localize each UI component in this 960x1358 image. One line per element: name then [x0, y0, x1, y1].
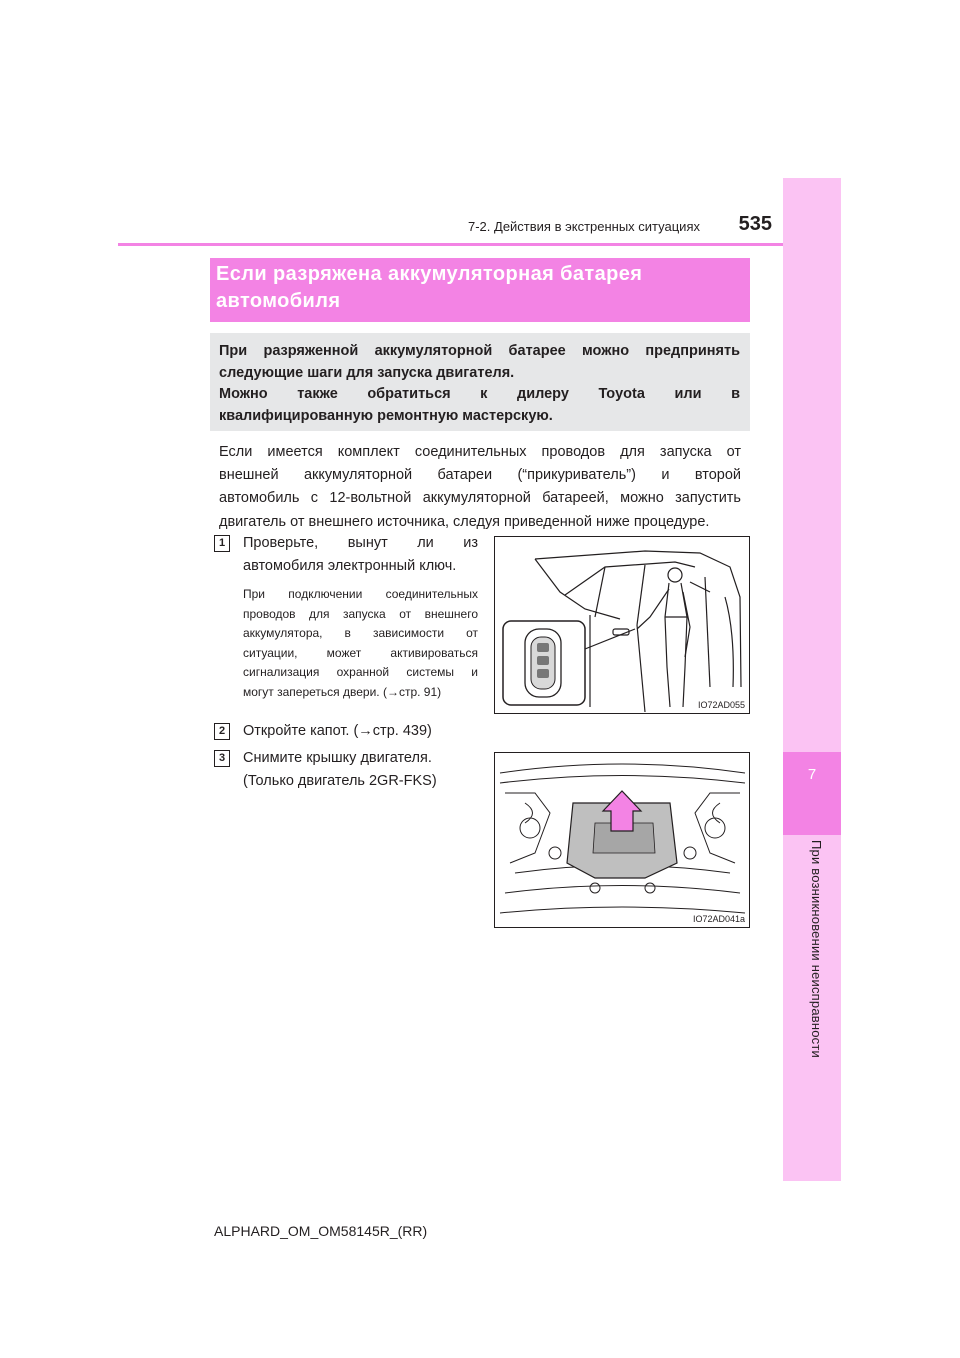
step-3-line: (Только двигатель 2GR-FKS) [243, 773, 437, 789]
car-door-illustration [495, 537, 749, 713]
step-1-note-line: аккумулятора, в зависимости от [243, 626, 478, 640]
step-1-note-line: сигнализация охранной системы и [243, 665, 478, 679]
intro-line: квалифицированную ремонтную мастерскую. [219, 407, 553, 424]
body-line: Если имеется комплект соединительных проводов для запуска от [219, 444, 741, 460]
step-2-number: 2 [214, 723, 230, 740]
engine-bay-illustration [495, 753, 749, 927]
figure-key-check [494, 536, 750, 714]
chapter-marker [783, 752, 841, 835]
step-1-note [243, 585, 478, 702]
body-line: автомобиль с 12-вольтной аккумуляторной батареей, можно запустить [219, 490, 741, 507]
step-1-note-line: При подключении соединительных [243, 587, 478, 601]
page-title-line-2: автомобиля [216, 290, 341, 312]
chapter-title-vertical [790, 840, 834, 1170]
step-1-text [243, 532, 478, 578]
intro-line: следующие шаги для запуска двигателя. [219, 364, 515, 381]
intro-text [219, 341, 740, 427]
figure-1-code: IO72AD055 [697, 700, 745, 710]
chapter-title: При возникновении неисправности [809, 840, 824, 1058]
chapter-number: 7 [807, 766, 817, 783]
step-2-text [243, 720, 478, 743]
step-1-line: Проверьте, вынут ли из [243, 535, 478, 551]
step-1-number: 1 [214, 535, 230, 552]
page-title [216, 261, 736, 315]
step-1-note-line: проводов для запуска от внешнего [243, 606, 478, 621]
header-rule [118, 243, 783, 246]
key-fob-inset [503, 621, 585, 705]
step-3-text [243, 747, 478, 793]
figure-2-code: IO72AD041a [692, 914, 745, 924]
section-path: 7-2. Действия в экстренных ситуациях [468, 219, 700, 234]
page-title-line-1: Если разряжена аккумуляторная батарея [216, 263, 643, 285]
figure-engine-cover [494, 752, 750, 928]
step-1-line: автомобиля электронный ключ. [243, 558, 457, 574]
intro-line: При разряженной аккумуляторной батарее можно предпринять [219, 343, 740, 359]
document-id: ALPHARD_OM_OM58145R_(RR) [214, 1223, 428, 1239]
body-line: внешней аккумуляторной батареи (“прикуриватель”) и второй [219, 467, 741, 484]
page-number: 535 [738, 213, 772, 235]
body-paragraph [219, 441, 741, 534]
step-3-line: Снимите крышку двигателя. [243, 750, 432, 766]
step-2-line: Откройте капот. (→стр. 439) [243, 723, 432, 739]
body-line: двигатель от внешнего источника, следуя приведенной ниже процедуре. [219, 513, 710, 530]
step-1-note-line: могут запереться двери. (→стр. 91) [243, 684, 442, 699]
step-1-note-line: ситуации, может активироваться [243, 645, 478, 660]
intro-line: Можно также обратиться к дилеру Toyota или в [219, 386, 740, 402]
step-3-number: 3 [214, 750, 230, 767]
